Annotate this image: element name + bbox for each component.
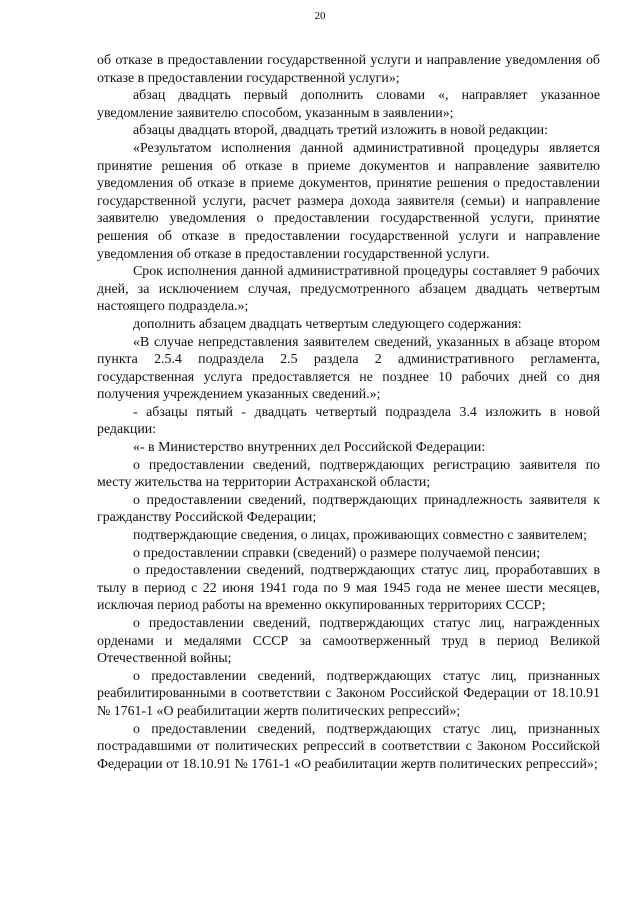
paragraph-11: о предоставлении сведений, подтверждающих принадлежность заявителя к гражданству Российской Федерации;	[97, 492, 600, 526]
paragraph-6: дополнить абзацем двадцать четвертым следующего содержания:	[133, 316, 522, 332]
paragraph-17: о предоставлении сведений, подтверждающих статус лиц, признанных пострадавшими от политических репрессий в соответствии с Законом Российской Федерации от 18.10.91 № 1761-1 «О реабилитации жертв политических репрессий»;	[97, 721, 600, 772]
paragraph-4: «Результатом исполнения данной административной процедуры является принятие решения об отказе в приеме документов и направление заявителю уведомления об отказе в приеме документов, принятие решения о предоставлении государственной услуги, расчет размера дохода заявителя (семьи) и направление заявителю уведомления о предоставлении государственной услуги, принятие решения об отказе в предоставлении государственной услуги и направление уведомления об отказе в предоставлении государственной услуги.	[97, 140, 600, 262]
paragraph-1: об отказе в предоставлении государственной услуги и направление уведомления об отказе в предоставлении государственной услуги»;	[97, 53, 600, 86]
paragraph-13: о предоставлении справки (сведений) о размере получаемой пенсии;	[133, 545, 541, 561]
paragraph-5: Срок исполнения данной административной процедуры составляет 9 рабочих дней, за исключением случая, предусмотренного абзацем двадцать четвертым настоящего подраздела.»;	[97, 264, 600, 315]
paragraph-7: «В случае непредставления заявителем сведений, указанных в абзаце втором пункта 2.5.4 подраздела 2.5 раздела 2 административного регламента, государственная услуга предоставляется не позднее 10 рабочих дней со дня получения учреждением указанных сведений.»;	[97, 334, 600, 403]
paragraph-16: о предоставлении сведений, подтверждающих статус лиц, признанных реабилитированными в соответствии с Законом Российской Федерации от 18.10.91 № 1761-1 «О реабилитации жертв политических репрессий»;	[97, 668, 600, 719]
paragraph-9: «- в Министерство внутренних дел Российской Федерации:	[133, 440, 486, 456]
paragraph-10: о предоставлении сведений, подтверждающих регистрацию заявителя по месту жительства на территории Астраханской области;	[97, 457, 600, 491]
paragraph-15: о предоставлении сведений, подтверждающих статус лиц, награжденных орденами и медалями СССР за самоотверженный труд в период Великой Отечественной войны;	[97, 616, 600, 667]
page-number: 20	[314, 10, 326, 22]
paragraph-12: подтверждающие сведения, о лицах, проживающих совместно с заявителем;	[133, 528, 587, 544]
document-body	[97, 52, 600, 773]
paragraph-8: - абзацы пятый - двадцать четвертый подраздела 3.4 изложить в новой редакции:	[97, 404, 600, 438]
paragraph-3: абзацы двадцать второй, двадцать третий изложить в новой редакции:	[133, 123, 548, 139]
paragraph-14: о предоставлении сведений, подтверждающих статус лиц, проработавших в тылу в период с 22 июня 1941 года по 9 мая 1945 года не менее шести месяцев, исключая период работы на временно оккупированных территориях СССР;	[97, 563, 600, 614]
paragraph-2: абзац двадцать первый дополнить словами «, направляет указанное уведомление заявителю способом, указанным в заявлении»;	[97, 88, 600, 121]
